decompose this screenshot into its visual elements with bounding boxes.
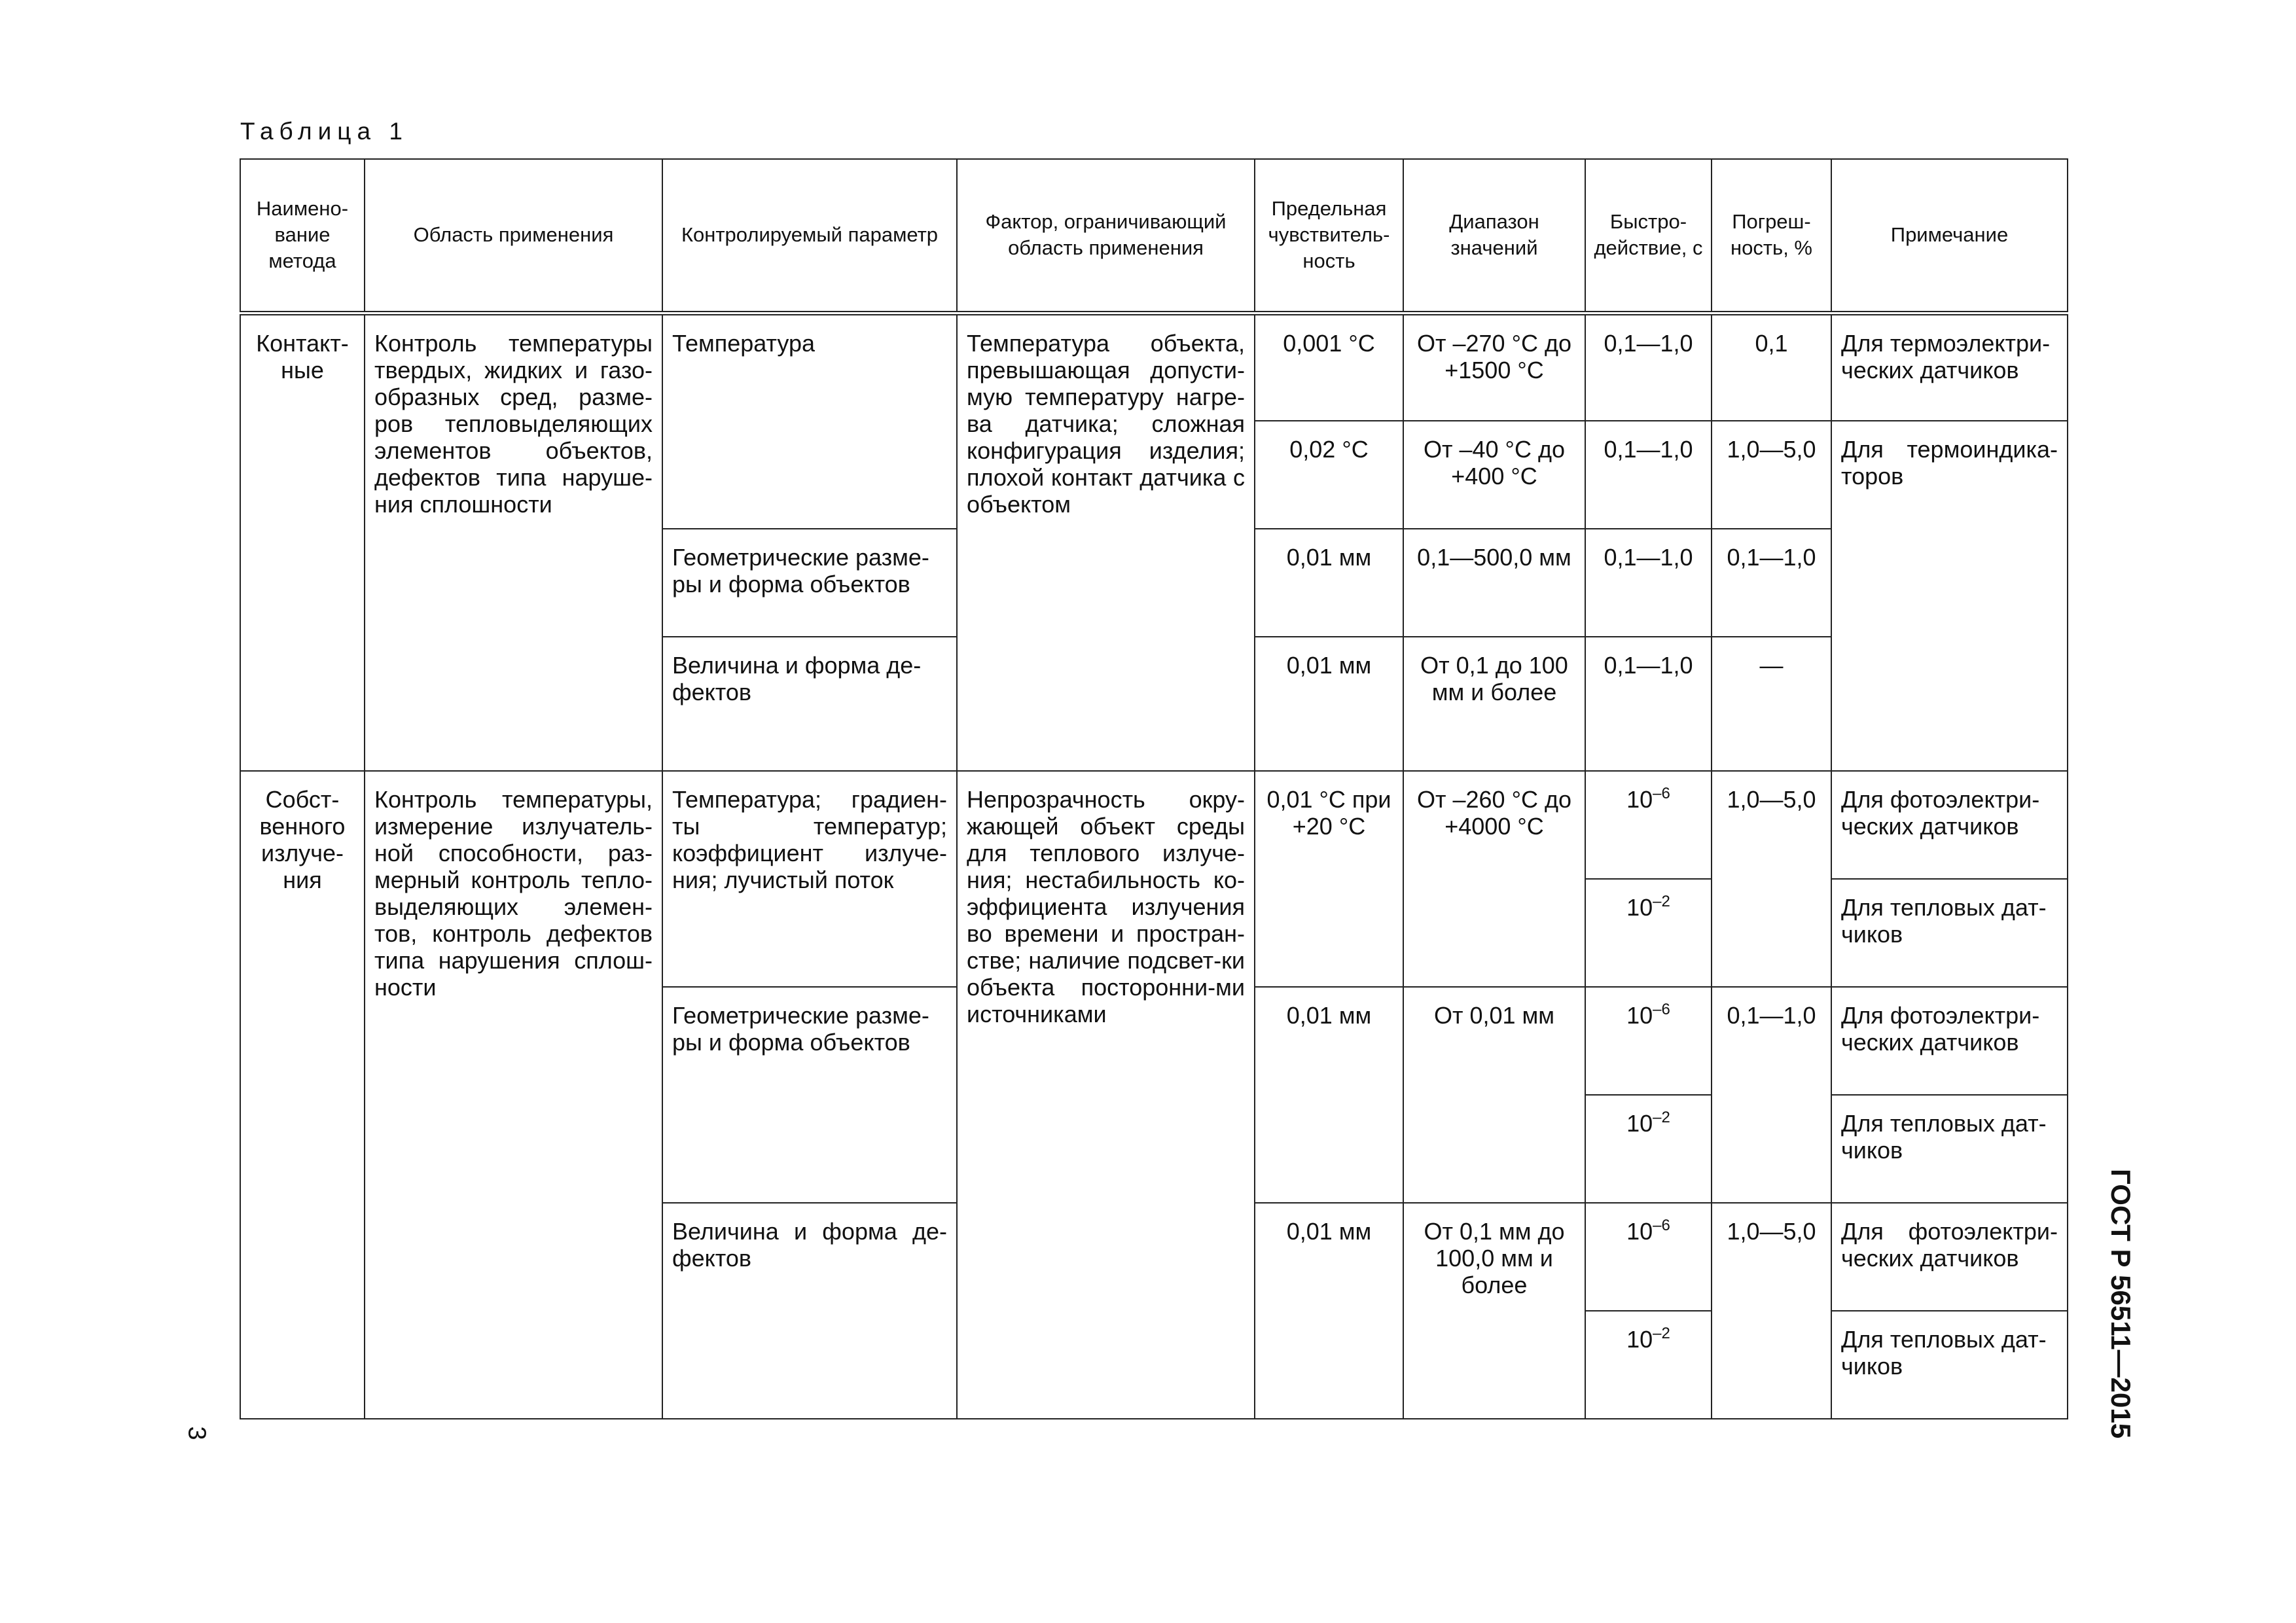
document-standard-title [2094, 1166, 2147, 1441]
speed-cell: 0,1—1,0 [1585, 421, 1712, 529]
speed-exponent: –2 [1653, 1325, 1670, 1342]
page-number-text: 3 [183, 1426, 211, 1440]
error-cell: 0,1—1,0 [1712, 987, 1831, 1203]
range-cell: От –260 °С до +4000 °С [1403, 771, 1585, 987]
range-cell: От –40 °С до +400 °С [1403, 421, 1585, 529]
speed-cell [1585, 879, 1712, 987]
error-cell: — [1712, 637, 1831, 771]
speed-base: 10 [1626, 894, 1653, 921]
speed-cell [1585, 1095, 1712, 1203]
sensitivity-cell: 0,01 мм [1255, 529, 1403, 637]
table-caption: Таблица 1 [240, 118, 408, 145]
speed-exponent: –2 [1653, 1109, 1670, 1126]
factor-own-radiation: Непрозрачность окру-жающей объект среды для теплового излуче-ния; нестабильность ко-эффициента излучения во времени и простран-стве; наличие подсвет-ки объекта посторонни-ми источниками [957, 771, 1255, 1419]
header-range: Диапазон значений [1403, 159, 1585, 313]
sensitivity-cell: 0,01 мм [1255, 987, 1403, 1203]
header-speed: Быстро-действие, с [1585, 159, 1712, 313]
note-cell: Для тепловых дат-чиков [1831, 1311, 2068, 1419]
header-area: Область применения [365, 159, 662, 313]
range-cell: От –270 °С до +1500 °С [1403, 313, 1585, 421]
header-parameter: Контролируемый параметр [662, 159, 957, 313]
area-contact: Контроль температуры твердых, жидких и газо-образных сред, разме-ров тепловыделяющих элементов объектов, дефектов типа наруше-ния сплошности [365, 313, 662, 771]
error-cell: 0,1—1,0 [1712, 529, 1831, 637]
sensitivity-cell: 0,001 °С [1255, 313, 1403, 421]
header-row [240, 159, 2068, 313]
speed-exponent: –2 [1653, 893, 1670, 910]
header-factor: Фактор, ограничивающий область применения [957, 159, 1255, 313]
header-sensitivity: Предельная чувствитель-ность [1255, 159, 1403, 313]
speed-cell: 0,1—1,0 [1585, 529, 1712, 637]
sensitivity-cell: 0,02 °С [1255, 421, 1403, 529]
param-own-temperature: Температура; градиен-ты температур; коэффициент излуче-ния; лучистый поток [662, 771, 957, 987]
error-cell: 1,0—5,0 [1712, 1203, 1831, 1419]
sensitivity-cell: 0,01 мм [1255, 637, 1403, 771]
error-cell: 1,0—5,0 [1712, 771, 1831, 987]
param-contact-defects: Величина и форма де-фектов [662, 637, 957, 771]
note-cell: Для фотоэлектри-ческих датчиков [1831, 1203, 2068, 1311]
range-cell: От 0,1 до 100 мм и более [1403, 637, 1585, 771]
speed-exponent: –6 [1653, 1001, 1670, 1018]
speed-base: 10 [1626, 1110, 1653, 1137]
note-cell: Для термоэлектри-ческих датчиков [1831, 313, 2068, 421]
speed-base: 10 [1626, 1218, 1653, 1245]
speed-cell: 0,1—1,0 [1585, 637, 1712, 771]
speed-exponent: –6 [1653, 1217, 1670, 1234]
error-cell: 1,0—5,0 [1712, 421, 1831, 529]
range-cell: От 0,1 мм до 100,0 мм и более [1403, 1203, 1585, 1419]
area-own-radiation: Контроль температуры, измерение излучатель-ной способности, раз-мерный контроль тепло-выделяющих элемен-тов, контроль дефектов типа нарушения сплош-ности [365, 771, 662, 1419]
standard-title-text: ГОСТ Р 56511—2015 [2106, 1168, 2136, 1439]
note-cell: Для фотоэлектри-ческих датчиков [1831, 987, 2068, 1095]
method-own-radiation: Собст-венного излуче-ния [240, 771, 365, 1419]
param-contact-temperature: Температура [662, 313, 957, 529]
factor-contact: Температура объекта, превышающая допусти-мую температуру нагре-ва датчика; сложная конфигурация изделия; плохой контакт датчика с объектом [957, 313, 1255, 771]
error-cell: 0,1 [1712, 313, 1831, 421]
header-note: Примечание [1831, 159, 2068, 313]
speed-base: 10 [1626, 1002, 1653, 1029]
table-row [240, 771, 2068, 879]
speed-cell [1585, 1311, 1712, 1419]
speed-cell [1585, 771, 1712, 879]
note-cell: Для термоиндика-торов [1831, 421, 2068, 771]
speed-cell [1585, 987, 1712, 1095]
speed-base: 10 [1626, 1326, 1653, 1353]
speed-exponent: –6 [1653, 785, 1670, 802]
main-table [240, 158, 2068, 1419]
note-cell: Для фотоэлектри-ческих датчиков [1831, 771, 2068, 879]
range-cell: 0,1—500,0 мм [1403, 529, 1585, 637]
param-own-defects: Величина и форма де-фектов [662, 1203, 957, 1419]
sensitivity-cell: 0,01 °С при +20 °С [1255, 771, 1403, 987]
header-error: Погреш-ность, % [1712, 159, 1831, 313]
header-method: Наимено-вание метода [240, 159, 365, 313]
speed-cell [1585, 1203, 1712, 1311]
param-own-geometry: Геометрические разме-ры и форма объектов [662, 987, 957, 1203]
method-contact: Контакт-ные [240, 313, 365, 771]
param-contact-geometry: Геометрические разме-ры и форма объектов [662, 529, 957, 637]
page-number [183, 1414, 209, 1453]
speed-base: 10 [1626, 786, 1653, 813]
speed-cell: 0,1—1,0 [1585, 313, 1712, 421]
sensitivity-cell: 0,01 мм [1255, 1203, 1403, 1419]
note-cell: Для тепловых дат-чиков [1831, 879, 2068, 987]
range-cell: От 0,01 мм [1403, 987, 1585, 1203]
table-row [240, 313, 2068, 421]
note-cell: Для тепловых дат-чиков [1831, 1095, 2068, 1203]
